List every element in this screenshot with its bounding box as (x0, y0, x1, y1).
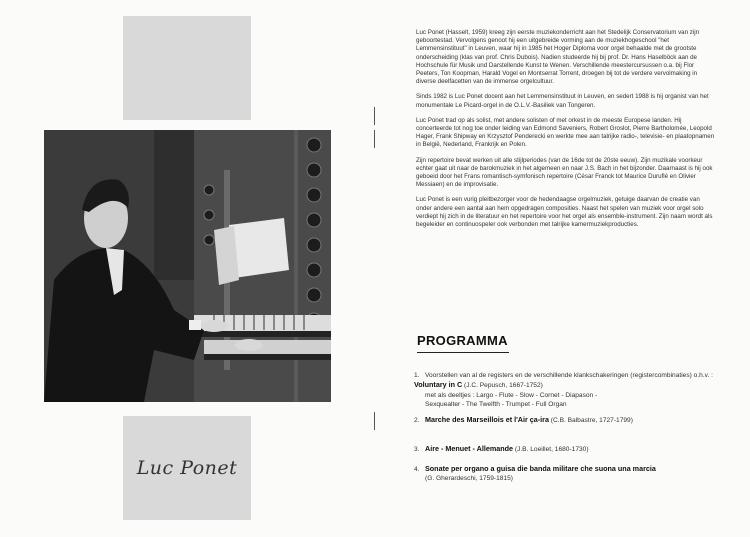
item-composer: (C.B. Balbastre, 1727-1799) (550, 417, 633, 424)
bio-paragraph: Zijn repertoire bevat werken uit alle stijlperiodes (van de 16de tot de 20ste eeuw). Zijn muzikale voorkeur echter gaat uit naar de barokmuziek in het algemeen en naar J.S. Bach in het bijzonder. Daarnaast is hij ook geboeid door het Frans romantisch-symfonisch repertoire (César Franck tot Maurice Duruflé en Olivier Messiaen) en de improvisatie. (416, 156, 713, 189)
program-item-1 (414, 371, 714, 410)
item-number: 2. (414, 417, 420, 424)
item-movements: met als deeltjes : Largo - Flute - Slow - Cornet - Diapason - (425, 391, 598, 399)
fold-mark (374, 130, 375, 148)
item-number: 4. (414, 466, 420, 473)
biography-text (416, 29, 716, 236)
item-movements: Sexquealter - The Twelfth - Trumpet - Full Organ (425, 401, 567, 409)
program-item-2 (414, 415, 714, 425)
performer-name-card (123, 416, 251, 520)
item-composer: (G. Gherardeschi, 1759-1815) (425, 475, 513, 483)
item-composer: (J.C. Pepusch, 1667-1752) (464, 382, 543, 390)
fold-mark (374, 412, 375, 430)
program-item-3 (414, 444, 714, 454)
bio-paragraph: Sinds 1982 is Luc Ponet docent aan het Lemmensinstituut in Leuven, en sedert 1988 is hij organist van het monumentale Le Picard-orgel in de O.L.V.-Basiliek van Tongeren. (416, 93, 709, 109)
bio-paragraph: Luc Ponet is een vurig pleitbezorger voor de hedendaagse orgelmuziek, getuige daarvan de creatie van onder andere een aantal aan hem opgedragen composities. Naast het spelen van muziek voor orgel solo verdiept hij zich in de literatuur en het repertoire voor het orgel als ensemble-instrument. Zijn naam wordt als begeleider en continuospeler ook verbonden met talrijke kamermuziekproducties. (416, 196, 713, 229)
performer-name: Luc Ponet (136, 457, 238, 479)
fold-mark (374, 107, 375, 125)
item-number: 1. (414, 372, 420, 379)
item-number: 3. (414, 446, 420, 453)
bio-paragraph: Luc Ponet (Hasselt, 1959) kreeg zijn eerste muziekonderricht aan het Stedelijk Conservatorium van zijn geboortestad. Vervolgens genoot hij een uitgebreide vorming aan de muziekhogeschool "het Lemmensinstituut" in Leuven, waar hij in 1985 het Hoger Diploma voor orgel behaalde met de grootste onderscheiding (klas van prof. Chris Dubois). Nadien studeerde hij bij prof. Dr. Hans Haselböck aan de Hochschule für Musik und Darstellende Kunst te Wenen. Verschillende meestercursussen o.a. bij Flor Peeters, Ton Koopman, Harald Vogel en Montserrat Torrent, droegen bij tot de verdere vervolmaking in diverse deelfacetten van de immense orgelcultuur. (416, 29, 700, 86)
bio-paragraph: Luc Ponet trad op als solist, met andere solisten of met orkest in de meeste Europese landen. Hij concerteerde tot nog toe onder leiding van Edmond Saveniers, Robert Groslot, Pierre Bartholomée, Leopold Hager, Frank Shipway en Krzysztof Penderecki en werkte mee aan talrijke radio-, televisie- en plaatopnamen in België, Nederland, Frankrijk en Polen. (416, 116, 715, 149)
item-title: Voluntary in C (414, 380, 463, 390)
organist-photo (44, 130, 331, 402)
item-title: Marche des Marseillois et l'Air ça-ira (425, 415, 549, 424)
item-title: Aire - Menuet - Allemande (425, 444, 513, 453)
item-title: Sonate per organo a guisa die banda militare che suona una marcia (425, 464, 656, 473)
program-heading: PROGRAMMA (417, 333, 508, 348)
item-composer: (J.B. Loeillet, 1680-1730) (514, 446, 589, 453)
heading-underline (417, 352, 509, 353)
program-item-4 (414, 464, 714, 484)
blank-placeholder-box (123, 16, 251, 120)
item-intro: Voorstellen van al de registers en de verschillende klankschakeringen (registercombinaties) o.h.v. : (425, 372, 713, 379)
